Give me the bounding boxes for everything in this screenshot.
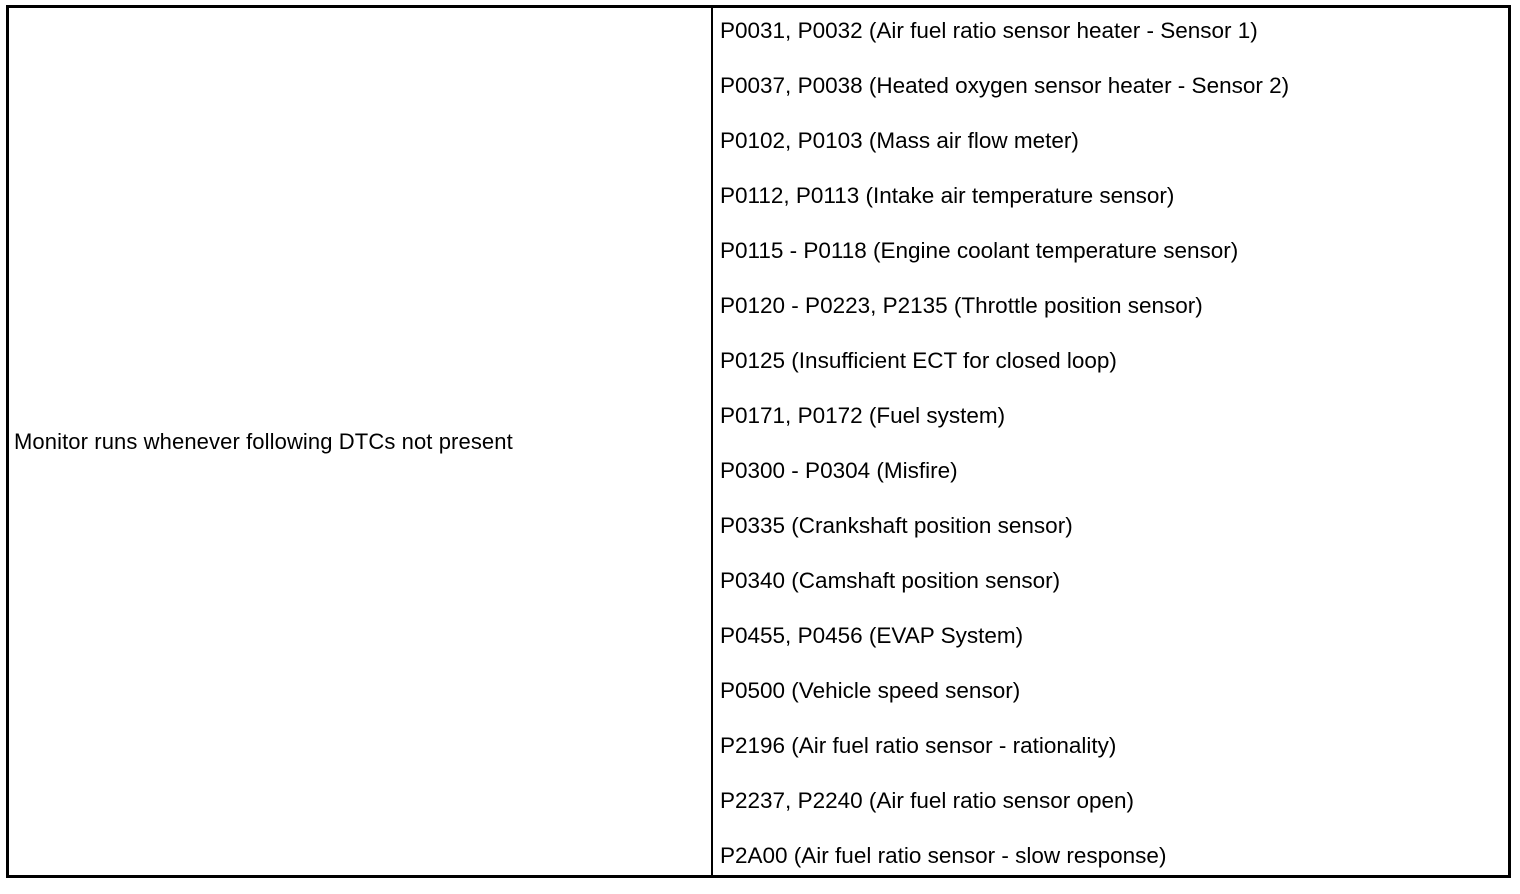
dtc-table	[6, 5, 1511, 878]
dtc-list-cell	[713, 8, 1508, 875]
condition-cell	[9, 8, 713, 875]
dtc-item: P0120 - P0223, P2135 (Throttle position sensor)	[720, 293, 1203, 318]
dtc-item: P2A00 (Air fuel ratio sensor - slow response)	[720, 843, 1167, 868]
dtc-item: P2196 (Air fuel ratio sensor - rationality)	[720, 733, 1117, 758]
dtc-item: P2237, P2240 (Air fuel ratio sensor open)	[720, 788, 1134, 813]
dtc-item: P0500 (Vehicle speed sensor)	[720, 678, 1021, 703]
dtc-item: P0115 - P0118 (Engine coolant temperature sensor)	[720, 238, 1239, 263]
dtc-item: P0125 (Insufficient ECT for closed loop)	[720, 348, 1117, 373]
dtc-item: P0112, P0113 (Intake air temperature sensor)	[720, 183, 1175, 208]
dtc-item: P0300 - P0304 (Misfire)	[720, 458, 958, 483]
dtc-item: P0037, P0038 (Heated oxygen sensor heater - Sensor 2)	[720, 73, 1290, 98]
dtc-item: P0102, P0103 (Mass air flow meter)	[720, 128, 1079, 153]
condition-label: Monitor runs whenever following DTCs not present	[14, 428, 513, 454]
dtc-item: P0335 (Crankshaft position sensor)	[720, 513, 1073, 538]
dtc-item: P0171, P0172 (Fuel system)	[720, 403, 1006, 428]
dtc-item: P0031, P0032 (Air fuel ratio sensor heater - Sensor 1)	[720, 18, 1258, 43]
dtc-item: P0455, P0456 (EVAP System)	[720, 623, 1024, 648]
dtc-item: P0340 (Camshaft position sensor)	[720, 568, 1061, 593]
